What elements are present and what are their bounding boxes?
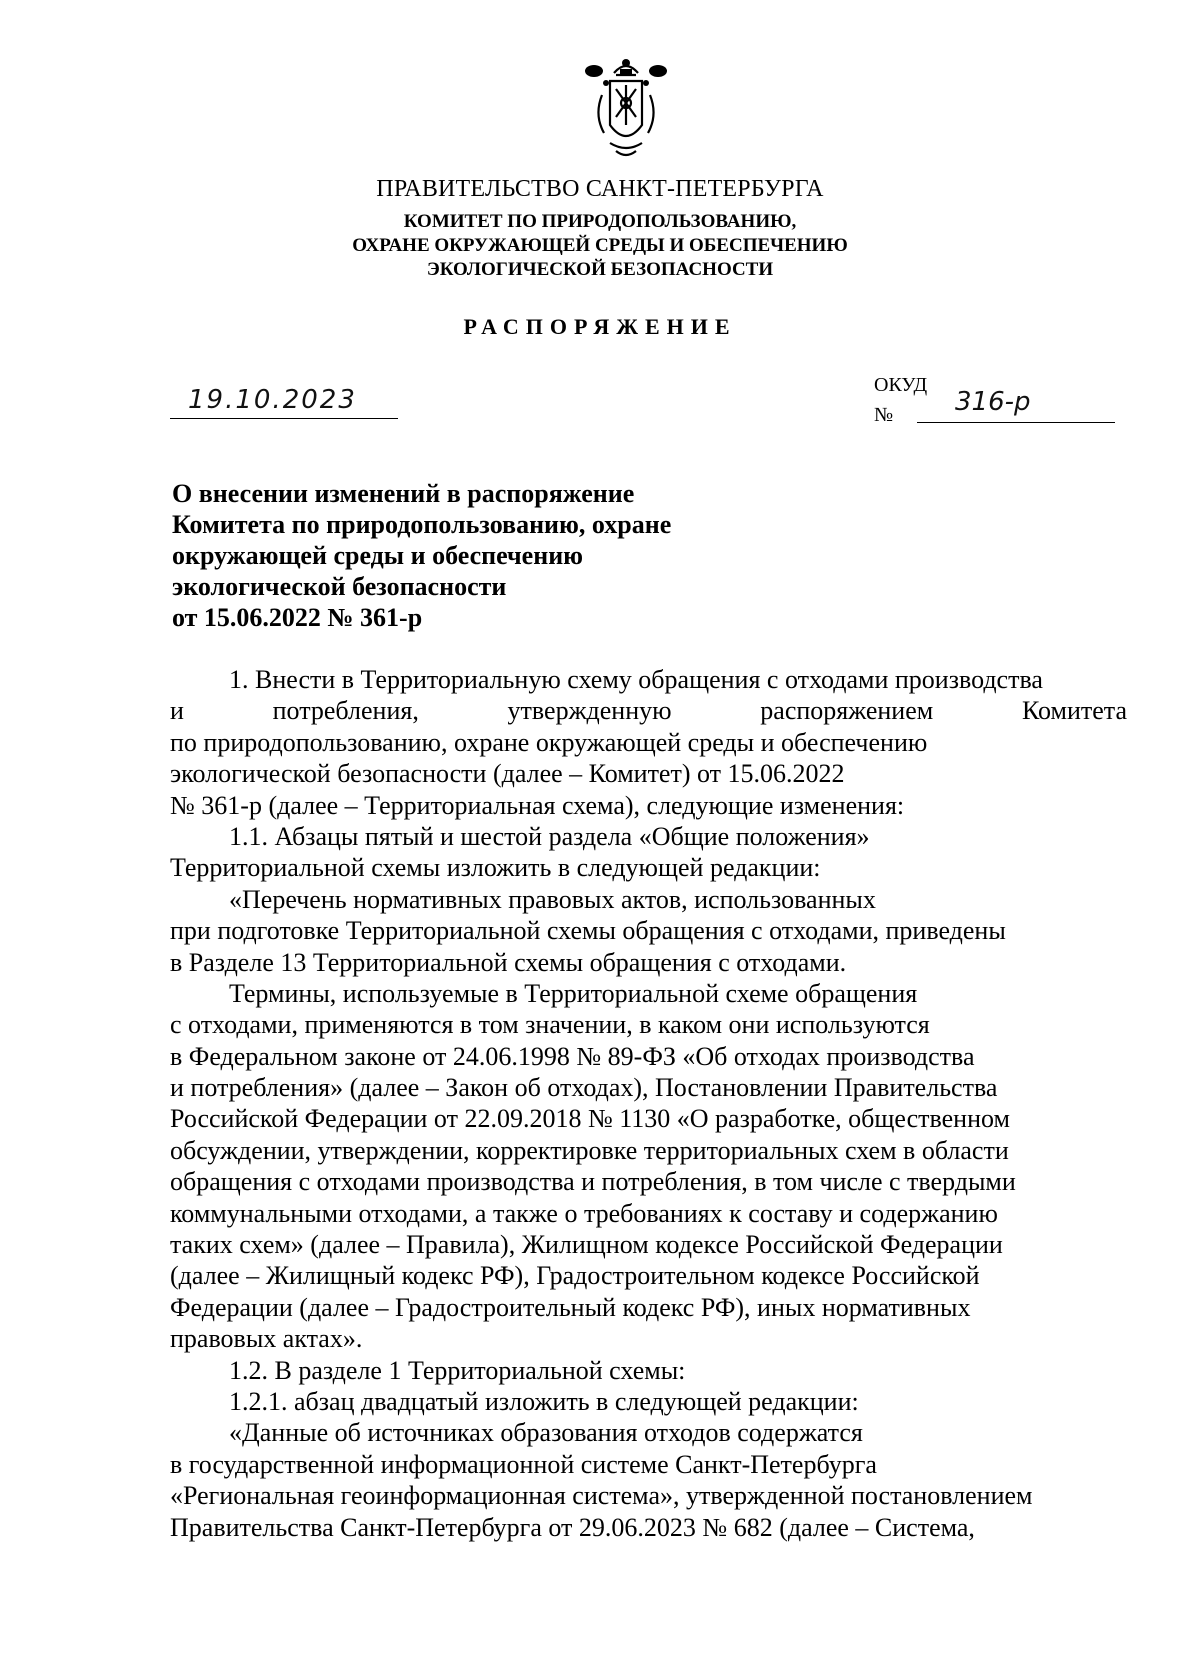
number-label: № [874,404,894,426]
quote-3-line: в государственной информационной системе Санкт-Петербурга [170,1449,877,1479]
paragraph-1-line: 1. Внести в Территориальную схему обращения с отходами производства [229,665,1043,694]
number-handwritten: 316-р [955,387,1031,417]
paragraph-1-1-line: 1.1. Абзацы пятый и шестой раздела «Общие положения» [229,821,870,851]
quote-2-line: обращения с отходами производства и потребления, в том числе с твердыми [170,1167,1016,1197]
quote-2-line: с отходами, применяются в том значении, в каком они используются [170,1010,930,1040]
quote-2-line: Федерации (далее – Градостроительный кодекс РФ), иных нормативных [170,1292,971,1322]
paragraph-1-2: 1.2. В разделе 1 Территориальной схемы: [229,1355,686,1385]
date-underline [170,418,398,419]
paragraph-1-line-justified [170,695,1127,726]
quote-3-line: «Региональная геоинформационная система», утвержденной постановлением [170,1481,1033,1511]
word: утвержденную [507,696,672,726]
title-line: Комитета по природопользованию, охране [172,510,672,539]
title-line: О внесении изменений в распоряжение [172,479,635,508]
quote-3-line: Правительства Санкт-Петербурга от 29.06.2023 № 682 (далее – Система, [170,1512,975,1542]
saint-petersburg-coat-of-arms-icon [580,55,672,165]
quote-2-line: (далее – Жилищный кодекс РФ), Градостроительном кодексе Российской [170,1261,980,1291]
word: и [170,696,184,726]
title-line: от 15.06.2022 № 361-р [172,603,423,632]
title-line: экологической безопасности [172,572,507,601]
quote-2-line: и потребления» (далее – Закон об отходах), Постановлении Правительства [170,1073,998,1103]
word: распоряжением [760,696,934,726]
government-name: ПРАВИТЕЛЬСТВО САНКТ-ПЕТЕРБУРГА [376,176,824,202]
date-handwritten: 19.10.2023 [188,385,357,415]
quote-2-line: в Федеральном законе от 24.06.1998 № 89-ФЗ «Об отходах производства [170,1041,975,1071]
quote-1-line: «Перечень нормативных правовых актов, использованных [229,884,876,914]
paragraph-1-1-line: Территориальной схемы изложить в следующей редакции: [170,853,821,883]
document-title [172,478,772,633]
number-underline [917,422,1115,423]
quote-2-line: таких схем» (далее – Правила), Жилищном кодексе Российской Федерации [170,1230,1003,1260]
paragraph-1-2-1: 1.2.1. абзац двадцатый изложить в следующей редакции: [229,1386,859,1416]
committee-name-line-1: КОМИТЕТ ПО ПРИРОДОПОЛЬЗОВАНИЮ, [403,211,797,232]
quote-1-line: при подготовке Территориальной схемы обращения с отходами, приведены [170,916,1006,946]
word: Комитета [1021,696,1127,726]
quote-2-line: Термины, используемые в Территориальной схеме обращения [229,978,918,1008]
document-body [170,664,1127,1543]
quote-2-line: обсуждении, утверждении, корректировке территориальных схем в области [170,1135,1009,1165]
title-line: окружающей среды и обеспечению [172,541,584,570]
paragraph-1-line: № 361-р (далее – Территориальная схема), следующие изменения: [170,790,905,820]
quote-2-line: коммунальными отходами, а также о требованиях к составу и содержанию [170,1198,998,1228]
paragraph-1-line: экологической безопасности (далее – Комитет) от 15.06.2022 [170,759,845,789]
quote-1-line: в Разделе 13 Территориальной схемы обращения с отходами. [170,947,847,977]
committee-name-line-3: ЭКОЛОГИЧЕСКОЙ БЕЗОПАСНОСТИ [426,259,774,280]
committee-name-line-2: ОХРАНЕ ОКРУЖАЮЩЕЙ СРЕДЫ И ОБЕСПЕЧЕНИЮ [352,235,848,256]
quote-2-line: Российской Федерации от 22.09.2018 № 1130 «О разработке, общественном [170,1104,1010,1134]
word: потребления, [272,696,419,726]
okud-label: ОКУД [874,374,928,396]
document-type: РАСПОРЯЖЕНИЕ [463,314,737,339]
quote-2-line: правовых актах». [170,1324,363,1354]
paragraph-1-line: по природопользованию, охране окружающей среды и обеспечению [170,727,928,757]
quote-3-line: «Данные об источниках образования отходов содержатся [229,1418,863,1448]
